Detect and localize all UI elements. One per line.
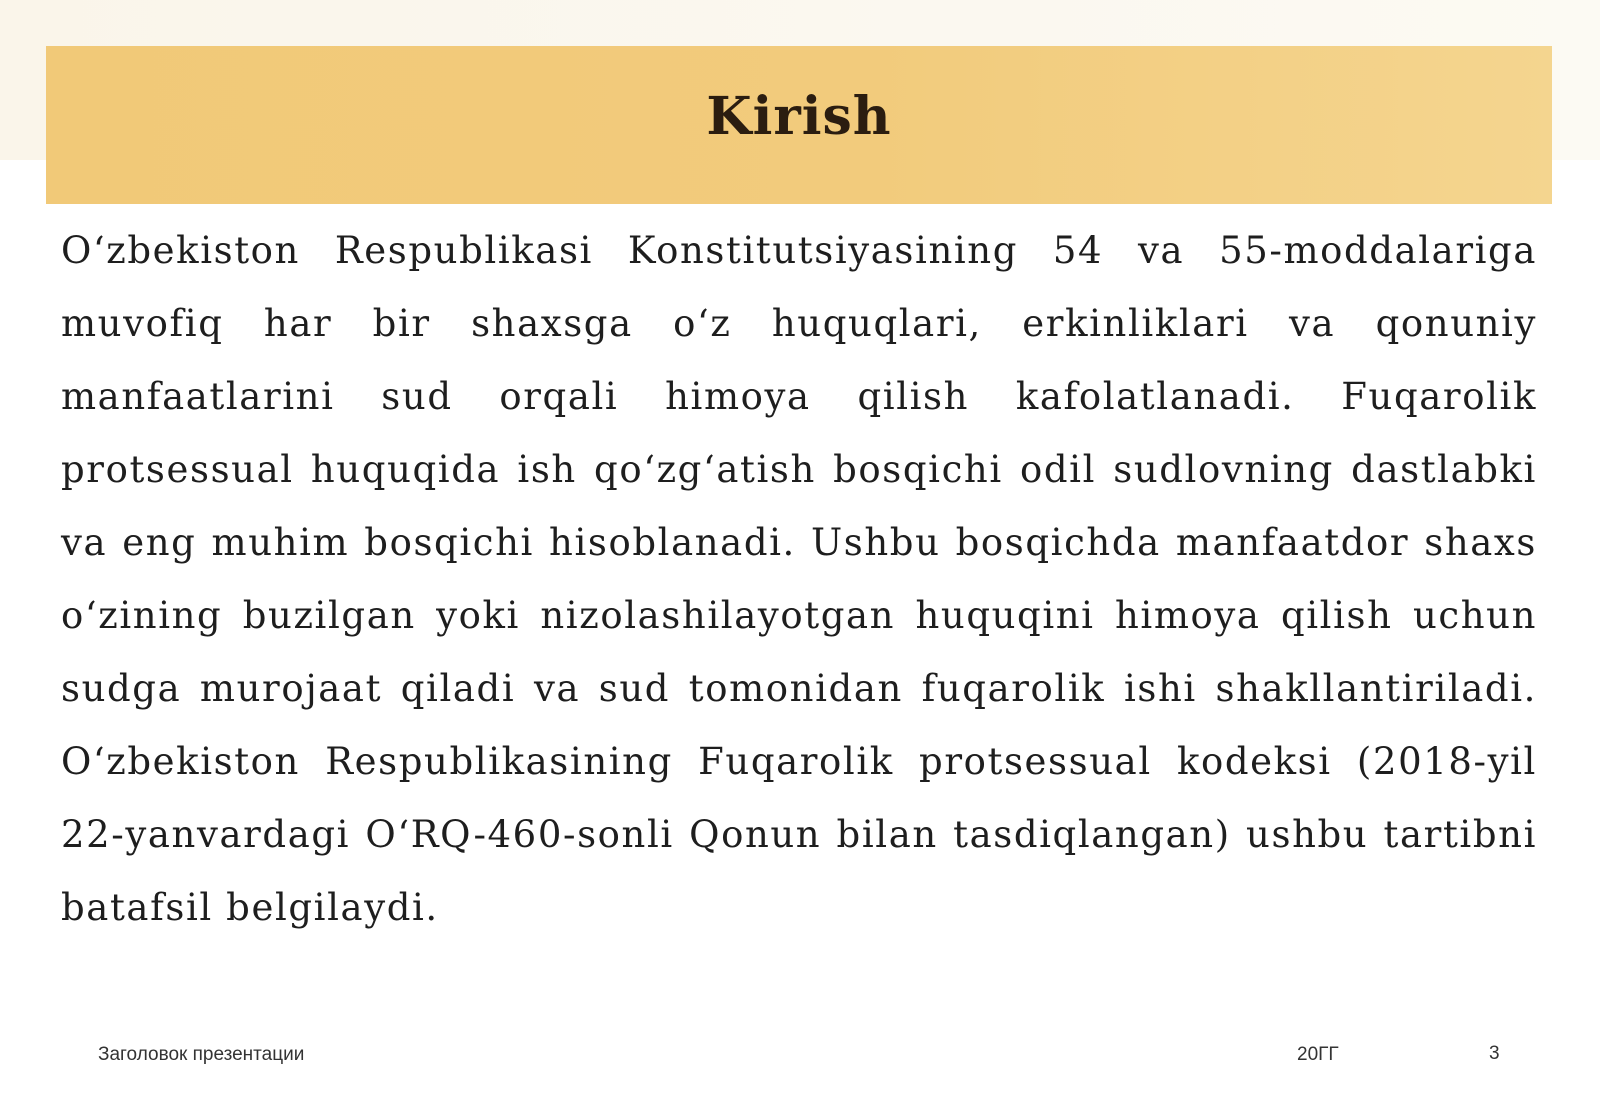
title-banner <box>46 46 1552 204</box>
slide-body-text: O‘zbekiston Respublikasi Konstitutsiyasining 54 va 55-moddalariga muvofiq har bir shaxsga o‘z huquqlari, erkinliklari va qonuniy manfaatlarini sud orqali himoya qilish kafolatlanadi. Fuqarolik protsessual huquqida ish qo‘zg‘atish bosqichi odil sudlovning dastlabki va eng muhim bosqichi hisoblanadi. Ushbu bosqichda manfaatdor shaxs o‘zining buzilgan yoki nizolashilayotgan huquqini himoya qilish uchun sudga murojaat qiladi va sud tomonidan fuqarolik ishi shakllantiriladi. O‘zbekiston Respublikasining Fuqarolik protsessual kodeksi (2018-yil 22-yanvardagi O‘RQ-460-sonli Qonun bilan tasdiqlangan) ushbu tartibni batafsil belgilaydi. <box>61 229 1537 929</box>
slide-title: Kirish <box>706 85 892 147</box>
footer-date: 20ГГ <box>1297 1044 1339 1065</box>
footer-page-number: 3 <box>1489 1043 1500 1064</box>
footer-presentation-title: Заголовок презентации <box>98 1044 305 1065</box>
